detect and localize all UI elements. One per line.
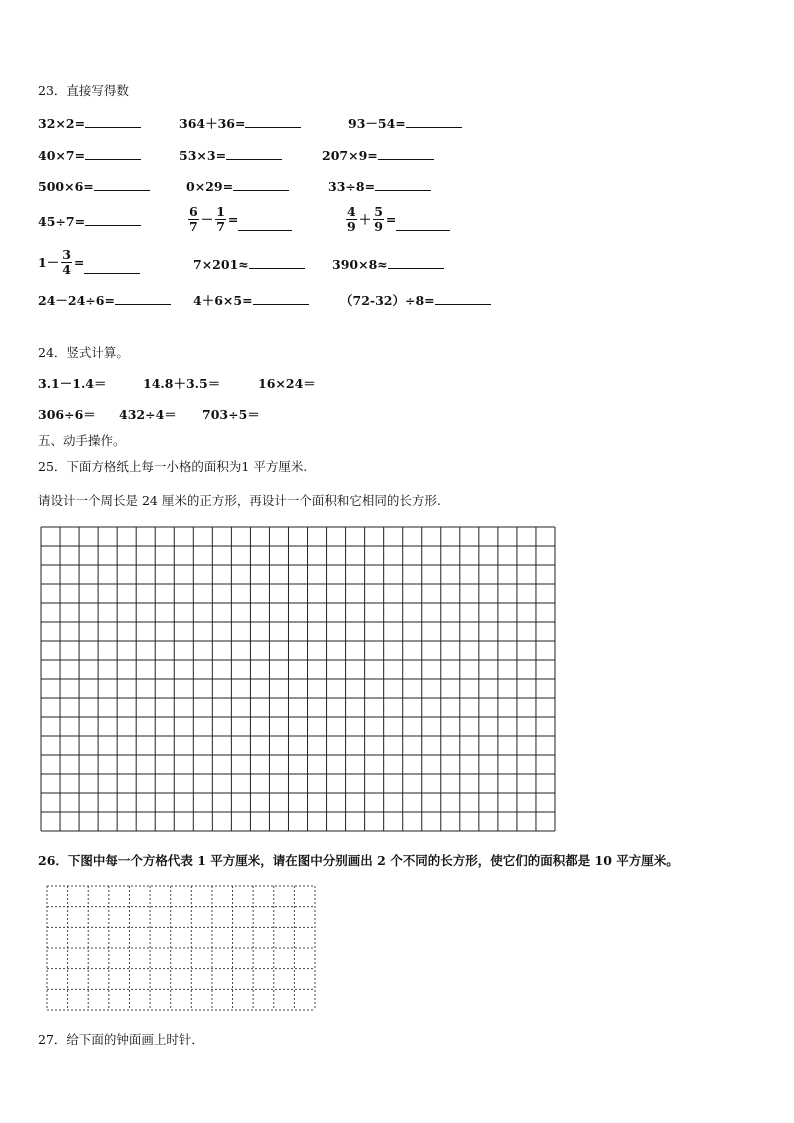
expression: 390×8≈	[332, 257, 388, 272]
expression: （72-32）÷8=	[340, 293, 435, 308]
q23-title: 23．直接写得数	[38, 83, 129, 98]
q25-title: 25．下面方格纸上每一小格的面积为1 平方厘米.	[38, 459, 308, 474]
answer-blank[interactable]	[84, 261, 140, 274]
answer-blank[interactable]	[406, 115, 462, 128]
q23-item	[38, 292, 171, 309]
q24-item: 703÷5＝	[202, 407, 260, 422]
q23-item	[348, 115, 462, 132]
answer-blank[interactable]	[378, 147, 434, 160]
expression: 7×201≈	[193, 257, 249, 272]
q23-item	[38, 147, 141, 164]
answer-blank[interactable]	[233, 178, 289, 191]
q23-item	[344, 205, 450, 234]
operator: －	[200, 211, 214, 227]
answer-blank[interactable]	[85, 147, 141, 160]
fraction: $\frac{3}{4}$	[62, 247, 71, 277]
q23-item	[38, 178, 150, 195]
operator: ＋	[358, 211, 372, 227]
expression: 364＋36=	[179, 116, 246, 131]
answer-blank[interactable]	[396, 218, 450, 231]
q23-item	[38, 248, 140, 277]
q24-item: 306÷6＝	[38, 407, 96, 422]
q23-item	[332, 256, 444, 273]
expression: 207×9=	[322, 148, 378, 163]
expression: 500×6=	[38, 179, 94, 194]
equals: =	[73, 254, 85, 270]
expression: 0×29=	[186, 179, 234, 194]
expression: 40×7=	[38, 148, 86, 163]
expression: 53×3=	[179, 148, 227, 163]
equals: =	[227, 211, 239, 227]
q26-title: 26．下图中每一个方格代表 1 平方厘米，请在图中分别画出 2 个不同的长方形，使它们的面积都是 10 平方厘米。	[38, 853, 679, 868]
expression: 24－24÷6=	[38, 293, 115, 308]
q24-title: 24．竖式计算。	[38, 345, 129, 360]
q24-item: 432÷4＝	[119, 407, 177, 422]
q24-item: 16×24＝	[258, 376, 316, 391]
expression: 93－54=	[348, 116, 406, 131]
q23-item	[179, 147, 282, 164]
equals: =	[385, 211, 397, 227]
q23-item	[38, 115, 141, 132]
answer-blank[interactable]	[115, 292, 171, 305]
answer-blank[interactable]	[249, 256, 305, 269]
expression: 4＋6×5=	[193, 293, 253, 308]
fraction: $\frac{4}{9}$	[347, 204, 356, 234]
q23-item	[322, 147, 434, 164]
q23-item	[340, 292, 491, 309]
q23-item	[193, 256, 305, 273]
expression: 32×2=	[38, 116, 86, 131]
answer-blank[interactable]	[388, 256, 444, 269]
dashed-grid[interactable]	[46, 885, 316, 1011]
answer-blank[interactable]	[85, 213, 141, 226]
q23-item	[186, 205, 292, 234]
answer-blank[interactable]	[435, 292, 491, 305]
answer-blank[interactable]	[238, 218, 292, 231]
expression: 33÷8=	[328, 179, 376, 194]
section-title: 五、动手操作。	[38, 433, 126, 448]
answer-blank[interactable]	[245, 115, 301, 128]
expression: 45÷7=	[38, 214, 86, 229]
expression: 1－	[38, 254, 60, 270]
answer-blank[interactable]	[226, 147, 282, 160]
answer-blank[interactable]	[375, 178, 431, 191]
q23-item	[328, 178, 431, 195]
square-grid-paper[interactable]	[40, 526, 556, 832]
answer-blank[interactable]	[253, 292, 309, 305]
fraction: $\frac{5}{9}$	[374, 204, 383, 234]
q23-item	[193, 292, 309, 309]
q24-item: 14.8＋3.5＝	[143, 376, 221, 391]
q23-item	[179, 115, 301, 132]
fraction: $\frac{1}{7}$	[216, 204, 225, 234]
answer-blank[interactable]	[85, 115, 141, 128]
q24-item: 3.1－1.4＝	[38, 376, 107, 391]
answer-blank[interactable]	[94, 178, 150, 191]
q23-item	[38, 213, 141, 230]
q25-instruction: 请设计一个周长是 24 厘米的正方形，再设计一个面积和它相同的长方形.	[38, 493, 441, 508]
q27-title: 27．给下面的钟面画上时针．	[38, 1032, 204, 1047]
q23-item	[186, 178, 289, 195]
fraction: $\frac{6}{7}$	[189, 204, 198, 234]
